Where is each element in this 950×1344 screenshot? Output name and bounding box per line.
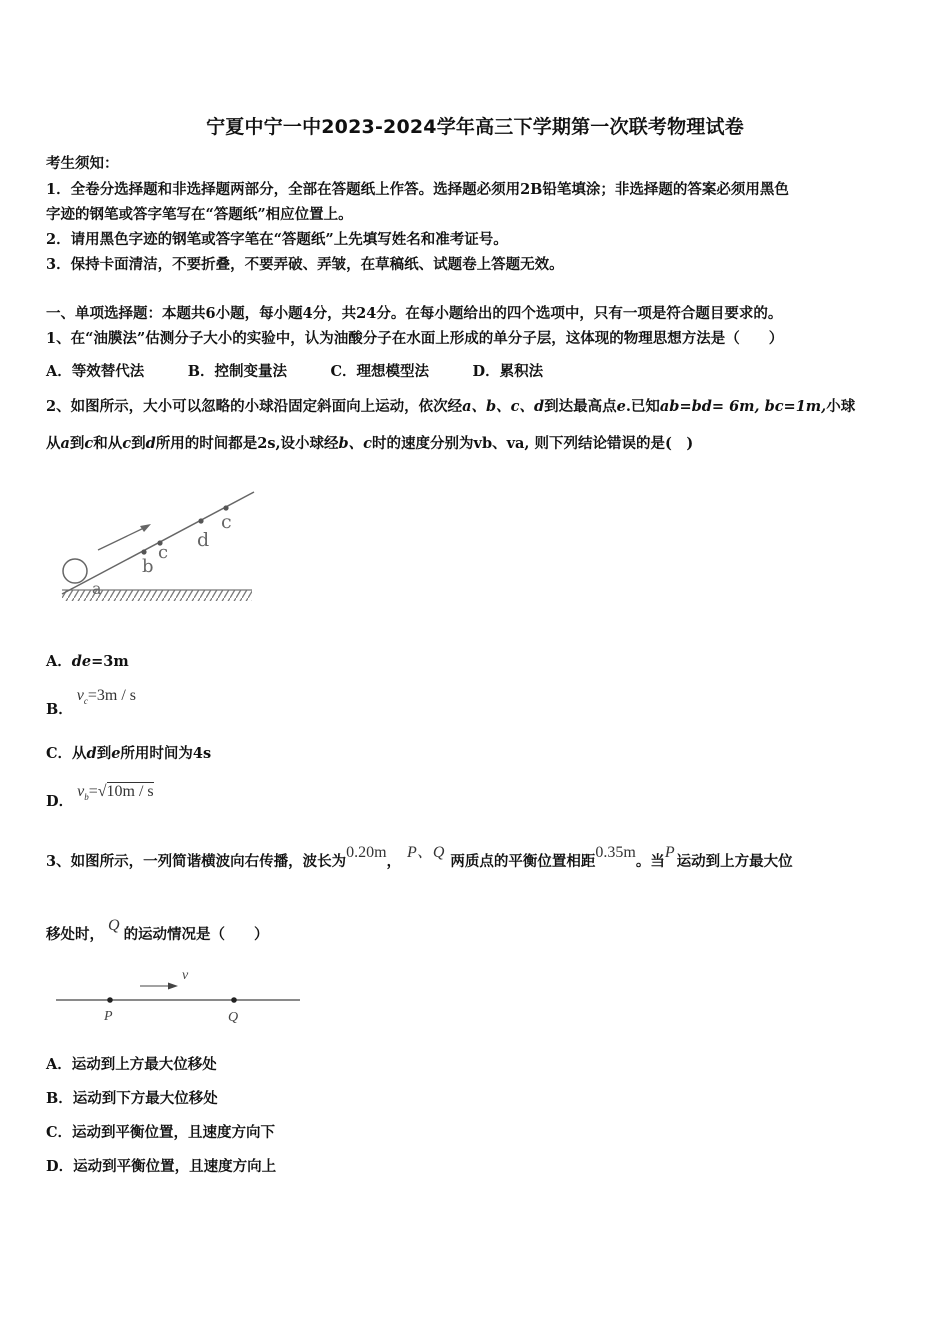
q3-wavelength: 0.20m [346,844,387,861]
question-3-stem-line-2 [46,917,269,944]
math-value: =3m / s [87,687,137,704]
q3-text: 的运动情况是（ ） [123,926,269,943]
label-p: P [104,1009,113,1024]
incline-figure [56,488,256,606]
page-title: 宁夏中宁一中2023-2024学年高三下学期第一次联考物理试卷 [206,116,744,138]
q2-var: d [145,435,156,452]
q2-text: 2、如图所示，大小可以忽略的小球沿固定斜面向上运动，依次经 [46,398,463,415]
option-value: =3m [91,653,129,670]
ground-hatch [62,590,252,601]
q2-text: 到 [69,435,85,452]
q2-var: a [60,435,70,452]
ball [63,559,87,583]
q2-points: a、b、c、d [462,398,545,415]
point-b-dot [141,549,146,554]
q3-q: Q [108,917,120,934]
question-2-option-d [46,780,154,810]
math-var: v [76,687,84,704]
question-2-stem-line-2 [46,432,693,453]
q3-text: 移处时， [46,926,104,943]
section-1-heading: 一、单项选择题：本题共6小题，每小题4分，共24分。在每小题给出的四个选项中，只有一项是符合题目要求的。 [46,305,783,322]
point-e-dot [223,505,228,510]
label-b: b [142,556,154,577]
q3-text: 两质点的平衡位置相距 [450,853,596,870]
sqrt-sign: √ [97,783,107,800]
q2-var: b、c [338,435,373,452]
notice-item-2: 2．请用黑色字迹的钢笔或答字笔在“答题纸”上先填写姓名和准考证号。 [46,231,508,248]
option-label: A． [46,653,72,670]
math-eq: = [88,783,98,800]
q2-text: 小球 [826,398,856,415]
notice-item-3: 3．保持卡面清洁，不要折叠，不要弄破、弄皱，在草稿纸、试题卷上答题无效。 [46,256,564,273]
label-a: a [92,579,102,598]
question-3-stem-line-1 [46,844,793,871]
wave-figure [52,962,304,1030]
q2-point-e: e [616,398,626,415]
motion-arrow [98,526,148,550]
point-p [107,997,113,1003]
label-c: c [158,542,169,563]
q2-text: .已知 [625,398,660,415]
option-text: 所用时间为4s [120,745,212,762]
option-var: de [71,653,92,670]
label-d: d [197,529,210,551]
q3-text: 运动到上方最大位 [676,853,793,870]
option-label: D． [46,793,74,810]
question-1-stem: 1、在“油膜法”估测分子大小的实验中，认为油酸分子在水面上形成的单分子层，这体现的物理思想方法是（ ） [46,330,784,347]
label-q: Q [228,1010,239,1025]
math-sub: b [84,792,89,803]
math-sub: c [83,696,88,707]
question-2-stem-line-1 [46,395,855,416]
q2-text: 到 [131,435,146,452]
question-2-option-a [46,650,129,671]
q2-text: 到达最高点 [544,398,617,415]
q3-pq: P、Q [407,844,445,861]
question-3-option-b: B．运动到下方最大位移处 [46,1090,218,1107]
q3-distance: 0.35m [595,844,636,861]
q2-var: c [122,435,132,452]
option-var: d [86,745,97,762]
q3-text: ， [386,853,402,870]
velocity-arrow-head [168,983,178,990]
q3-text: 。当 [635,853,665,870]
point-q [231,997,237,1003]
q3-p: P [664,844,675,861]
point-d-dot [198,518,203,523]
q2-given: ab=bd= 6m, bc=1m, [659,398,827,415]
notice-item-1-line-2: 字迹的钢笔或答字笔写在“答题纸”相应位置上。 [46,206,353,223]
question-2-option-b [46,684,137,718]
option-math [76,687,137,707]
notice-item-1-line-1: 1．全卷分选择题和非选择题两部分，全部在答题纸上作答。选择题必须用2B铅笔填涂；非选择题的答案必须用黑色 [46,181,789,198]
math-value: 10m / s [106,783,154,800]
question-3-option-a: A．运动到上方最大位移处 [46,1056,217,1073]
option-math [77,783,154,803]
option-label: C．从 [46,745,87,762]
question-3-option-c: C．运动到平衡位置，且速度方向下 [46,1124,276,1141]
notice-heading: 考生须知： [46,155,119,172]
question-3-option-d: D．运动到平衡位置，且速度方向上 [46,1158,277,1175]
math-var: v [77,783,85,800]
q2-text: 所用的时间都是2s,设小球经 [155,435,339,452]
q3-text: 3、如图所示，一列简谐横波向右传播，波长为 [46,853,347,870]
question-2-option-c [46,742,211,763]
q2-text: 时的速度分别为vb、va, 则下列结论错误的是( ) [372,435,694,452]
option-text: 到 [96,745,112,762]
q2-text: 从 [46,435,61,452]
option-label: B． [46,701,73,718]
question-1-options: A．等效替代法 B．控制变量法 C．理想模型法 D．累积法 [46,363,544,380]
option-var: e [111,745,121,762]
q2-var: c [84,435,94,452]
motion-arrow-head [140,524,151,532]
label-e: c [221,511,232,533]
velocity-label: v [182,968,189,983]
q2-text: 和从 [93,435,123,452]
